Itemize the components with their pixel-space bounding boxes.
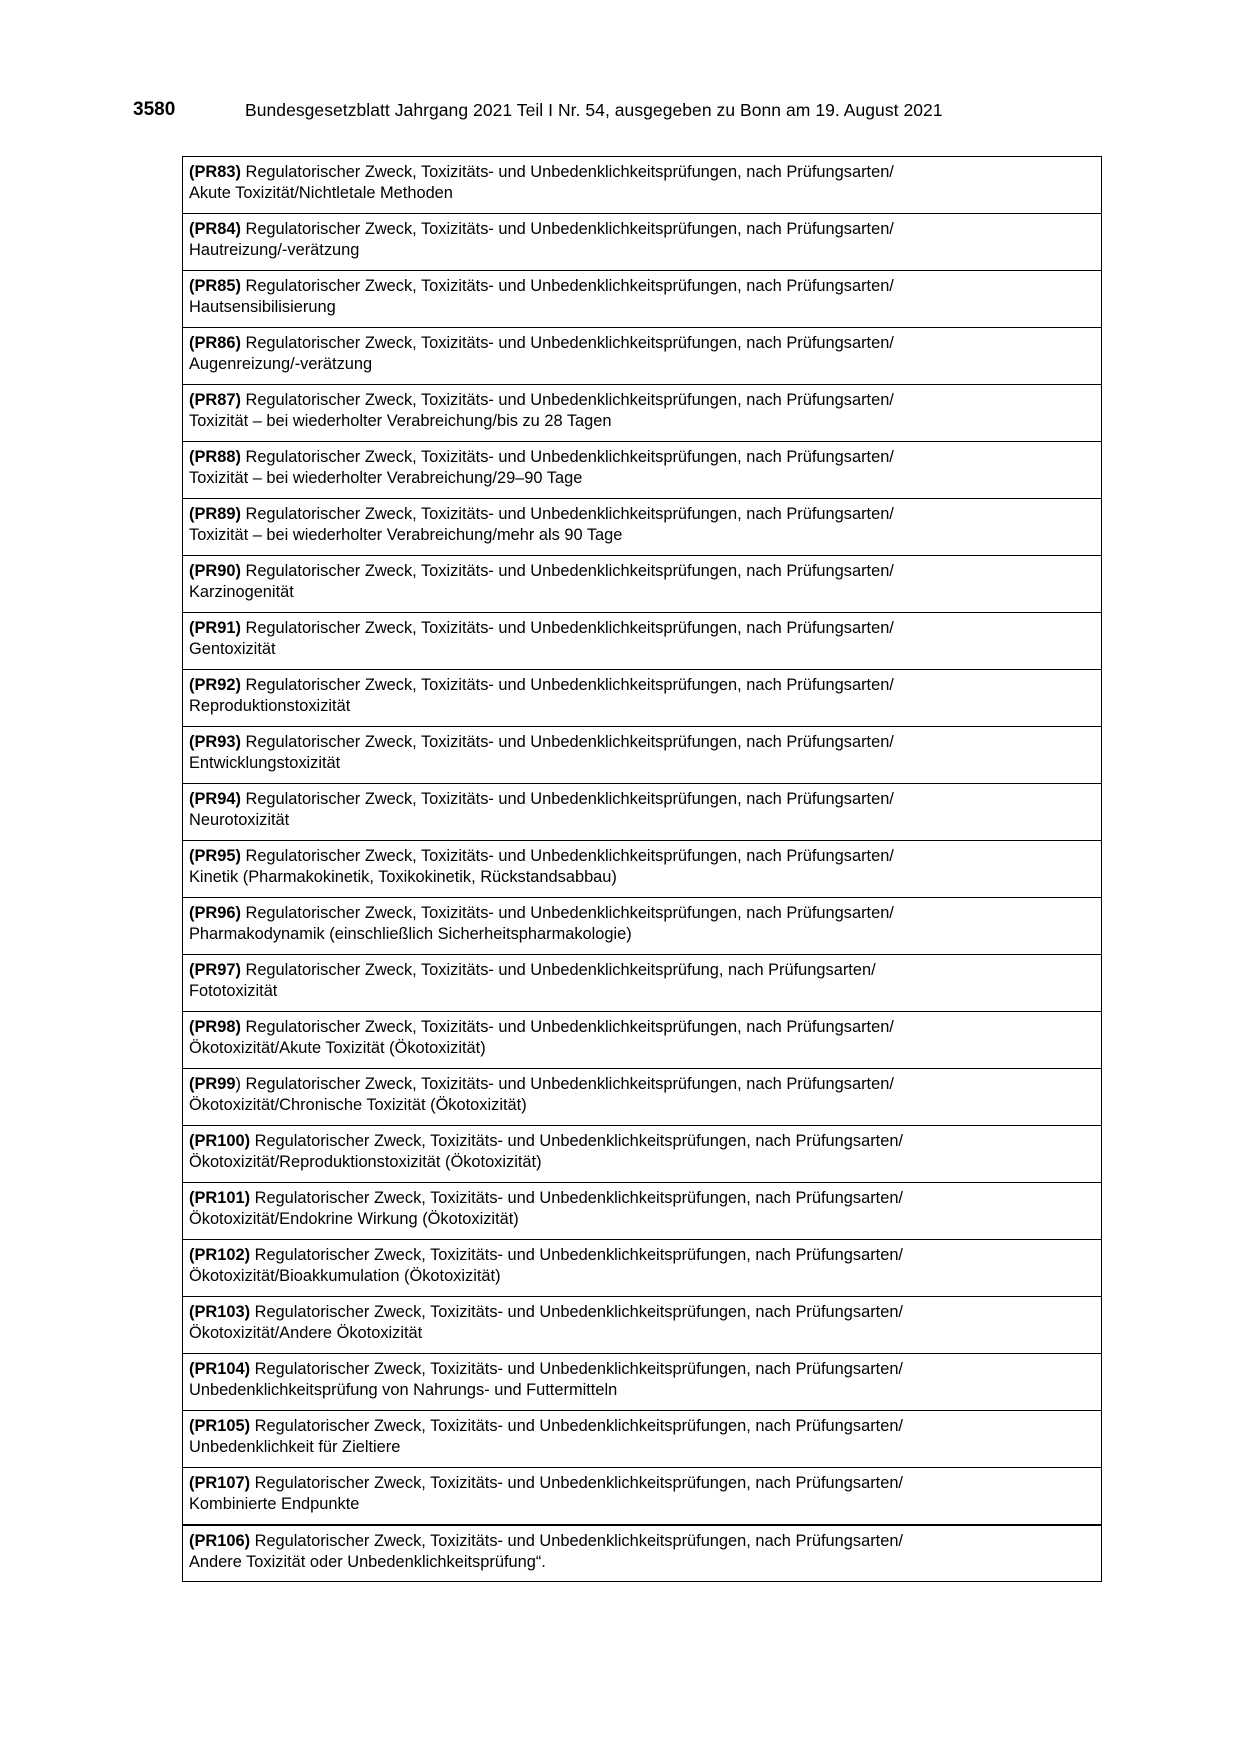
table-row <box>183 1126 1102 1183</box>
table-row <box>183 328 1102 385</box>
table-row <box>183 1240 1102 1297</box>
entry-line-2: Unbedenklichkeit für Zieltiere <box>189 1438 401 1456</box>
entry-code: (PR90) <box>189 562 241 580</box>
entry-code: (PR99 <box>189 1075 236 1093</box>
entry-line-1 <box>189 504 1095 525</box>
entry-line-1 <box>189 447 1095 468</box>
entry-line-1 <box>189 1531 1095 1552</box>
entry-line-1 <box>189 390 1095 411</box>
entry-line-2: Andere Toxizität oder Unbedenklichkeitsprüfung“. <box>189 1552 546 1571</box>
entry-text: Regulatorischer Zweck, Toxizitäts- und Unbedenklichkeitsprüfungen, nach Prüfungsarten/ <box>250 1360 903 1378</box>
entry-line-2: Kombinierte Endpunkte <box>189 1495 360 1513</box>
entry-text: Regulatorischer Zweck, Toxizitäts- und Unbedenklichkeitsprüfungen, nach Prüfungsarten/ <box>240 904 894 922</box>
gazette-header-title: Bundesgesetzblatt Jahrgang 2021 Teil I Nr. 54, ausgegeben zu Bonn am 19. August 2021 <box>245 100 943 120</box>
entry-text: Regulatorischer Zweck, Toxizitäts- und Unbedenklichkeitsprüfungen, nach Prüfungsarten/ <box>240 391 894 409</box>
entry-line-1 <box>189 1131 1095 1152</box>
table-cell <box>183 1354 1102 1411</box>
entry-line-2: Ökotoxizität/Andere Ökotoxizität <box>189 1324 423 1342</box>
table-row <box>183 955 1102 1012</box>
entry-line-1 <box>189 219 1095 240</box>
entry-line-1 <box>189 675 1095 696</box>
entry-line-2: Neurotoxizität <box>189 811 290 829</box>
entry-line-1 <box>189 903 1095 924</box>
entry-line-1 <box>189 561 1095 582</box>
entry-text: Regulatorischer Zweck, Toxizitäts- und Unbedenklichkeitsprüfungen, nach Prüfungsarten/ <box>240 562 894 580</box>
entry-line-2: Pharmakodynamik (einschließlich Sicherheitspharmakologie) <box>189 925 632 943</box>
entry-code: (PR102) <box>189 1246 251 1264</box>
entry-line-2: Ökotoxizität/Endokrine Wirkung (Ökotoxizität) <box>189 1210 519 1228</box>
table-row <box>183 670 1102 727</box>
entry-code: (PR101) <box>189 1189 251 1207</box>
entry-text: Regulatorischer Zweck, Toxizitäts- und Unbedenklichkeitsprüfungen, nach Prüfungsarten/ <box>240 676 894 694</box>
entry-line-2: Karzinogenität <box>189 583 294 601</box>
table-cell <box>183 1468 1102 1525</box>
entry-code: (PR105) <box>189 1417 251 1435</box>
entry-line-2: Kinetik (Pharmakokinetik, Toxikokinetik, Rückstandsabbau) <box>189 868 617 886</box>
entry-code: (PR106) <box>189 1531 251 1550</box>
entry-text: Regulatorischer Zweck, Toxizitäts- und Unbedenklichkeitsprüfungen, nach Prüfungsarten/ <box>250 1246 903 1264</box>
table-row <box>183 1183 1102 1240</box>
table-row <box>183 1297 1102 1354</box>
entry-code: (PR87) <box>189 391 241 409</box>
entry-line-1 <box>189 1359 1095 1380</box>
entry-code: (PR88) <box>189 448 241 466</box>
entry-text: Regulatorischer Zweck, Toxizitäts- und Unbedenklichkeitsprüfungen, nach Prüfungsarten/ <box>240 505 894 523</box>
entry-line-1 <box>189 1473 1095 1494</box>
entry-line-2: Gentoxizität <box>189 640 276 658</box>
table-cell <box>183 442 1102 499</box>
table-cell <box>183 1297 1102 1354</box>
table-cell <box>183 1069 1102 1126</box>
table-row <box>183 556 1102 613</box>
table-cell <box>183 328 1102 385</box>
table-cell <box>183 385 1102 442</box>
entry-code: (PR104) <box>189 1360 251 1378</box>
table-row <box>183 157 1102 214</box>
entry-code: (PR98) <box>189 1018 241 1036</box>
entry-code: (PR89) <box>189 505 241 523</box>
entry-code: (PR85) <box>189 277 241 295</box>
entry-line-1 <box>189 1302 1095 1323</box>
table-row <box>183 214 1102 271</box>
entry-text: Regulatorischer Zweck, Toxizitäts- und Unbedenklichkeitsprüfungen, nach Prüfungsarten/ <box>240 448 894 466</box>
entry-line-2: Entwicklungstoxizität <box>189 754 341 772</box>
entry-line-1 <box>189 960 1095 981</box>
entry-code: (PR92) <box>189 676 241 694</box>
table-row <box>183 1012 1102 1069</box>
table-row <box>183 1354 1102 1411</box>
table-row <box>183 727 1102 784</box>
table-row <box>183 385 1102 442</box>
table-cell <box>183 727 1102 784</box>
entry-text: Regulatorischer Zweck, Toxizitäts- und Unbedenklichkeitsprüfung, nach Prüfungsarten/ <box>240 961 876 979</box>
entry-line-2: Hautsensibilisierung <box>189 298 336 316</box>
table-cell <box>183 271 1102 328</box>
table-row <box>183 841 1102 898</box>
entry-text: Regulatorischer Zweck, Toxizitäts- und Unbedenklichkeitsprüfungen, nach Prüfungsarten/ <box>240 220 894 238</box>
entry-text: Regulatorischer Zweck, Toxizitäts- und Unbedenklichkeitsprüfungen, nach Prüfungsarten/ <box>250 1417 903 1435</box>
table-cell <box>183 1525 1102 1582</box>
entry-text: Regulatorischer Zweck, Toxizitäts- und Unbedenklichkeitsprüfungen, nach Prüfungsarten/ <box>250 1132 903 1150</box>
table-cell <box>183 1411 1102 1468</box>
table-cell <box>183 1183 1102 1240</box>
entry-line-1 <box>189 162 1095 183</box>
table-row <box>183 613 1102 670</box>
entry-text: Regulatorischer Zweck, Toxizitäts- und Unbedenklichkeitsprüfungen, nach Prüfungsarten/ <box>240 334 894 352</box>
entry-line-1 <box>189 1416 1095 1437</box>
entry-text: Regulatorischer Zweck, Toxizitäts- und Unbedenklichkeitsprüfungen, nach Prüfungsarten/ <box>240 1018 894 1036</box>
table-row <box>183 1069 1102 1126</box>
entry-text: Regulatorischer Zweck, Toxizitäts- und Unbedenklichkeitsprüfungen, nach Prüfungsarten/ <box>240 733 894 751</box>
entry-text: Regulatorischer Zweck, Toxizitäts- und Unbedenklichkeitsprüfungen, nach Prüfungsarten/ <box>240 847 894 865</box>
page-header <box>133 99 1093 129</box>
entry-line-1 <box>189 618 1095 639</box>
entry-code: (PR93) <box>189 733 241 751</box>
entry-code: (PR94) <box>189 790 241 808</box>
table-cell <box>183 1126 1102 1183</box>
table-cell <box>183 556 1102 613</box>
entry-line-1 <box>189 1017 1095 1038</box>
entry-line-1 <box>189 333 1095 354</box>
entry-line-2: Ökotoxizität/Chronische Toxizität (Ökotoxizität) <box>189 1096 527 1114</box>
entry-code: (PR84) <box>189 220 241 238</box>
entry-code: (PR107) <box>189 1474 251 1492</box>
entry-code: (PR100) <box>189 1132 251 1150</box>
page-number: 3580 <box>133 99 176 120</box>
entry-table-body <box>183 157 1102 1582</box>
table-cell <box>183 157 1102 214</box>
entry-text: Regulatorischer Zweck, Toxizitäts- und Unbedenklichkeitsprüfungen, nach Prüfungsarten/ <box>250 1189 903 1207</box>
table-cell <box>183 214 1102 271</box>
entry-text: Regulatorischer Zweck, Toxizitäts- und Unbedenklichkeitsprüfungen, nach Prüfungsarten/ <box>250 1531 903 1550</box>
entry-text: Regulatorischer Zweck, Toxizitäts- und Unbedenklichkeitsprüfungen, nach Prüfungsarten/ <box>240 163 894 181</box>
table-row <box>183 442 1102 499</box>
table-row <box>183 1411 1102 1468</box>
entry-code: (PR86) <box>189 334 241 352</box>
entry-text: ) Regulatorischer Zweck, Toxizitäts- und Unbedenklichkeitsprüfungen, nach Prüfungsarten/ <box>235 1075 894 1093</box>
table-cell <box>183 955 1102 1012</box>
table-cell <box>183 613 1102 670</box>
entry-line-2: Toxizität – bei wiederholter Verabreichung/29–90 Tage <box>189 469 583 487</box>
entry-line-1 <box>189 1245 1095 1266</box>
table-cell <box>183 670 1102 727</box>
entry-code: (PR96) <box>189 904 241 922</box>
entry-line-2: Fototoxizität <box>189 982 278 1000</box>
table-row <box>183 1525 1102 1582</box>
entry-text: Regulatorischer Zweck, Toxizitäts- und Unbedenklichkeitsprüfungen, nach Prüfungsarten/ <box>240 790 894 808</box>
entry-line-1 <box>189 1074 1095 1095</box>
table-cell <box>183 1240 1102 1297</box>
entry-text: Regulatorischer Zweck, Toxizitäts- und Unbedenklichkeitsprüfungen, nach Prüfungsarten/ <box>240 619 894 637</box>
entry-code: (PR83) <box>189 163 241 181</box>
table-row <box>183 784 1102 841</box>
entry-code: (PR97) <box>189 961 241 979</box>
table-row <box>183 898 1102 955</box>
entry-line-2: Toxizität – bei wiederholter Verabreichung/mehr als 90 Tage <box>189 526 623 544</box>
table-row <box>183 499 1102 556</box>
table-cell <box>183 784 1102 841</box>
table-row <box>183 271 1102 328</box>
entry-code: (PR91) <box>189 619 241 637</box>
entry-line-2: Hautreizung/-verätzung <box>189 241 360 259</box>
entry-text: Regulatorischer Zweck, Toxizitäts- und Unbedenklichkeitsprüfungen, nach Prüfungsarten/ <box>250 1303 903 1321</box>
entry-line-1 <box>189 789 1095 810</box>
entry-line-1 <box>189 846 1095 867</box>
entry-code: (PR103) <box>189 1303 251 1321</box>
entry-line-2: Ökotoxizität/Reproduktionstoxizität (Ökotoxizität) <box>189 1153 542 1171</box>
entry-code: (PR95) <box>189 847 241 865</box>
entry-line-2: Ökotoxizität/Akute Toxizität (Ökotoxizität) <box>189 1039 486 1057</box>
entry-line-1 <box>189 1188 1095 1209</box>
entry-line-2: Akute Toxizität/Nichtletale Methoden <box>189 184 453 202</box>
table-cell <box>183 898 1102 955</box>
table-cell <box>183 841 1102 898</box>
entry-line-1 <box>189 276 1095 297</box>
table-row <box>183 1468 1102 1525</box>
entry-line-2: Toxizität – bei wiederholter Verabreichung/bis zu 28 Tagen <box>189 412 612 430</box>
entry-line-2: Reproduktionstoxizität <box>189 697 351 715</box>
entry-line-2: Unbedenklichkeitsprüfung von Nahrungs- und Futtermitteln <box>189 1381 618 1399</box>
entry-text: Regulatorischer Zweck, Toxizitäts- und Unbedenklichkeitsprüfungen, nach Prüfungsarten/ <box>240 277 894 295</box>
entry-table <box>182 156 1102 1582</box>
entry-line-1 <box>189 732 1095 753</box>
table-cell <box>183 1012 1102 1069</box>
entry-line-2: Augenreizung/-verätzung <box>189 355 373 373</box>
entry-text: Regulatorischer Zweck, Toxizitäts- und Unbedenklichkeitsprüfungen, nach Prüfungsarten/ <box>250 1474 903 1492</box>
entry-line-2: Ökotoxizität/Bioakkumulation (Ökotoxizität) <box>189 1267 501 1285</box>
table-cell <box>183 499 1102 556</box>
